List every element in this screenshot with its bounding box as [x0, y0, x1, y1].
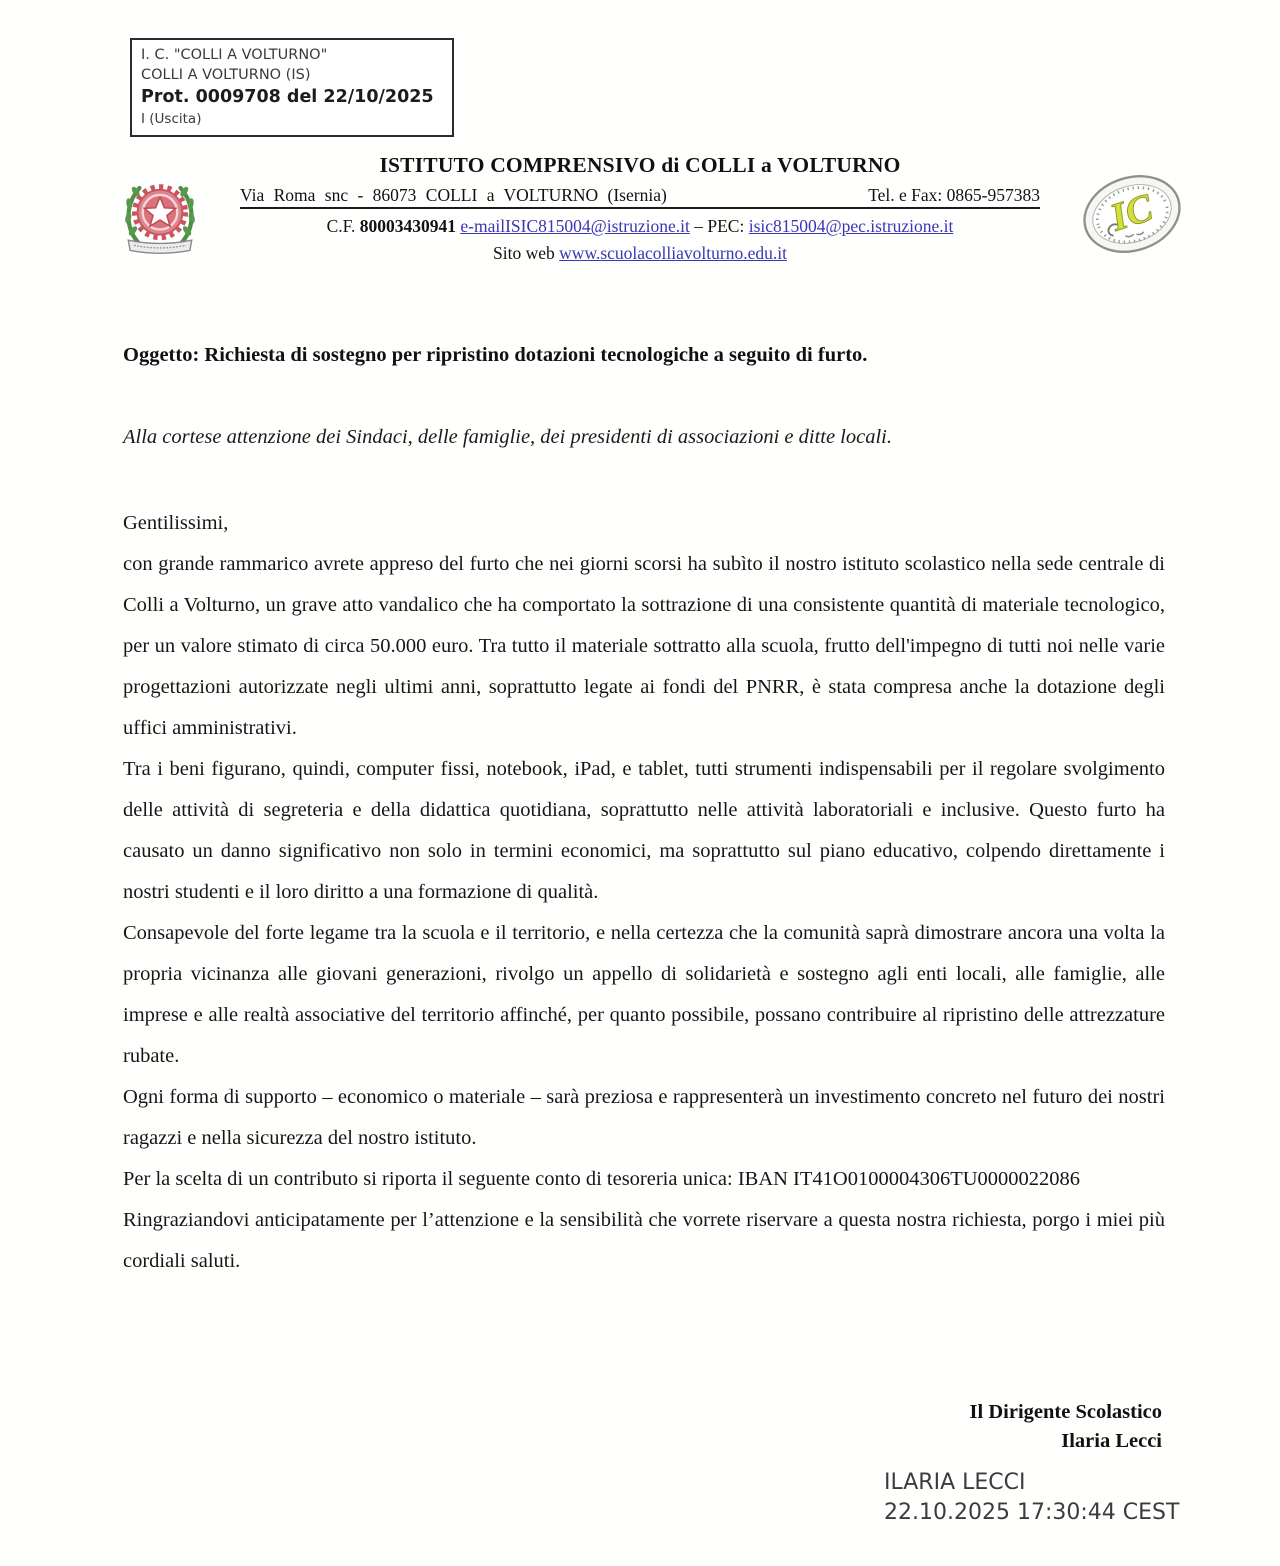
attention-line: Alla cortese attenzione dei Sindaci, delle famiglie, dei presidenti di associazioni e ditte locali.: [123, 426, 892, 448]
paragraph-thanks: Ringraziandovi anticipatamente per l’attenzione e la sensibilità che vorrete riservare a questa nostra richiesta, porgo i miei più cordiali saluti.: [123, 1209, 1165, 1272]
subject-line: Oggetto: Richiesta di sostegno per ripristino dotazioni tecnologiche a seguito di furto.: [123, 344, 868, 366]
protocol-school-name: I. C. "COLLI A VOLTURNO": [141, 47, 328, 63]
fiscal-contact-line: [0, 216, 1280, 237]
protocol-direction: I (Uscita): [141, 111, 202, 127]
school-address: Via Roma snc - 86073 COLLI a VOLTURNO (Isernia): [240, 185, 667, 205]
school-logo-monogram: IC: [1105, 185, 1158, 240]
stamp-datetime: 22.10.2025 17:30:44 CEST: [884, 1500, 1180, 1525]
paragraph-appeal: Consapevole del forte legame tra la scuola e il territorio, e nella certezza che la comunità saprà dimostrare ancora una volta la propria vicinanza alle giovani generazioni, rivolgo un appello di solidarietà e sostegno agli enti locali, alle famiglie, alle imprese e alle realtà associative del territorio affinché, per quanto possibile, possano contribuire al ripristino delle attrezzature rubate.: [123, 922, 1165, 1067]
school-phone: Tel. e Fax: 0865-957383: [868, 185, 1040, 205]
pec-label: – PEC:: [694, 216, 745, 236]
pec-link[interactable]: isic815004@pec.istruzione.it: [748, 216, 954, 236]
protocol-number: Prot. 0009708 del 22/10/2025: [141, 87, 434, 107]
school-name-title: ISTITUTO COMPRENSIVO di COLLI a VOLTURNO: [379, 153, 901, 177]
paragraph-stolen-goods: Tra i beni figurano, quindi, computer fissi, notebook, iPad, e tablet, tutti strumenti indispensabili per il regolare svolgimento delle attività di segreteria e della didattica quotidiana, soprattutto nelle attività laboratoriali e inclusive. Questo furto ha causato un danno significativo non solo in termini economici, ma soprattutto sul piano educativo, colpendo direttamente i nostri studenti e il loro diritto a una formazione di qualità.: [123, 758, 1165, 903]
protocol-school-location: COLLI A VOLTURNO (IS): [141, 67, 311, 83]
signature-block: [970, 1398, 1162, 1456]
signature-role: Il Dirigente Scolastico: [969, 1401, 1162, 1423]
website-link[interactable]: www.scuolacolliavolturno.edu.it: [559, 243, 787, 263]
cf-label: C.F.: [326, 216, 356, 236]
letter-body: [123, 503, 1165, 1282]
paragraph-theft-report: con grande rammarico avrete appreso del furto che nei giorni scorsi ha subìto il nostro istituto scolastico nella sede centrale di Colli a Volturno, un grave atto vandalico che ha comportato la sottrazione di una consistente quantità di materiale tecnologico, per un valore stimato di circa 50.000 euro. Tra tutto il materiale sottratto alla scuola, frutto dell'impegno di tutti noi nelle varie progettazioni autorizzate negli ultimi anni, soprattutto legate ai fondi del PNRR, è stata compresa anche la dotazione degli uffici amministrativi.: [123, 553, 1165, 739]
paragraph-iban: Per la scelta di un contributo si riporta il seguente conto di tesoreria unica: IBAN IT41O0100004306TU0000022086: [123, 1168, 1081, 1190]
salutation: Gentilissimi,: [123, 512, 229, 534]
address-line: [240, 185, 1040, 209]
paragraph-support: Ogni forma di supporto – economico o materiale – sarà preziosa e rappresenterà un investimento concreto nel futuro dei nostri ragazzi e nella sicurezza del nostro istituto.: [123, 1086, 1165, 1149]
email-link[interactable]: e-mailISIC815004@istruzione.it: [460, 216, 690, 236]
cf-value: 80003430941: [359, 216, 456, 236]
protocol-stamp-box: [130, 38, 454, 137]
site-label: Sito web: [493, 243, 555, 263]
letterhead: [0, 153, 1280, 264]
stamp-signer-name: ILARIA LECCI: [884, 1470, 1026, 1495]
website-line: [0, 243, 1280, 264]
signature-name: Ilaria Lecci: [1061, 1430, 1162, 1452]
digital-signature-stamp: [884, 1468, 1179, 1528]
